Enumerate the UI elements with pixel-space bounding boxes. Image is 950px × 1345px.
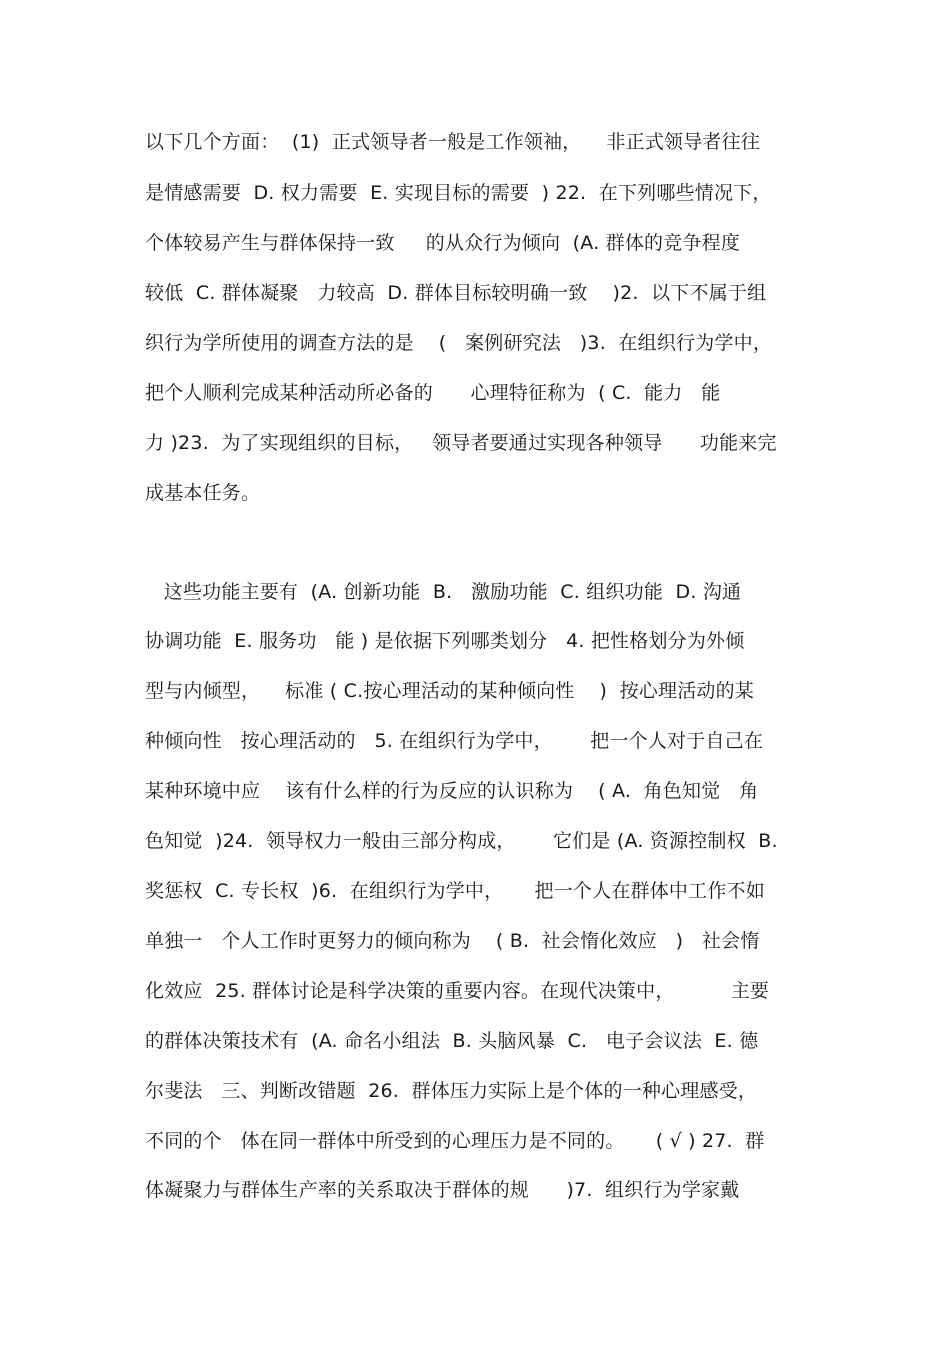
text-line: 是情感需要 D. 权力需要 E. 实现目标的需要 ) 22. 在下列哪些情况下， (145, 182, 772, 204)
text-line: 织行为学所使用的调查方法的是 ( 案例研究法 )3. 在组织行为学中， (145, 332, 773, 354)
text-line: 这些功能主要有 (A. 创新功能 B. 激励功能 C. 组织功能 D. 沟通 (145, 581, 742, 603)
text-line: 单独一 个人工作时更努力的倾向称为 ( B. 社会惰化效应 ) 社会惰 (145, 930, 760, 952)
text-line: 化效应 25. 群体讨论是科学决策的重要内容。在现代决策中， 主要 (145, 980, 770, 1002)
text-line: 的群体决策技术有 (A. 命名小组法 B. 头脑风暴 C. 电子会议法 E. 德 (145, 1030, 759, 1052)
text-line: 力 )23. 为了实现组织的目标， 领导者要通过实现各种领导 功能来完 (145, 432, 777, 454)
text-line: 奖惩权 C. 专长权 )6. 在组织行为学中， 把一个人在群体中工作不如 (145, 880, 765, 902)
text-line: 以下几个方面： (1) 正式领导者一般是工作领袖， 非正式领导者往往 (145, 131, 761, 153)
text-line: 成基本任务。 (145, 482, 261, 504)
text-line: 不同的个 体在同一群体中所受到的心理压力是不同的。 ( √ ) 27. 群 (145, 1130, 765, 1152)
text-line: 型与内倾型， 标准 ( C.按心理活动的某种倾向性 ) 按心理活动的某 (145, 680, 755, 702)
text-line: 把个人顺利完成某种活动所必备的 心理特征称为 ( C. 能力 能 (145, 382, 721, 404)
text-line: 尔斐法 三、判断改错题 26. 群体压力实际上是个体的一种心理感受， (145, 1080, 758, 1102)
text-line: 种倾向性 按心理活动的 5. 在组织行为学中， 把一个人对于自己在 (145, 730, 764, 752)
text-line: 体凝聚力与群体生产率的关系取决于群体的规 )7. 组织行为学家戴 (145, 1179, 740, 1201)
text-line: 某种环境中应 该有什么样的行为反应的认识称为 ( A. 角色知觉 角 (145, 780, 759, 802)
text-line: 较低 C. 群体凝聚 力较高 D. 群体目标较明确一致 )2. 以下不属于组 (145, 282, 767, 304)
text-line: 个体较易产生与群体保持一致 的从众行为倾向 (A. 群体的竞争程度 (145, 232, 741, 254)
text-line: 色知觉 )24. 领导权力一般由三部分构成， 它们是 (A. 资源控制权 B. (145, 830, 778, 852)
text-line: 协调功能 E. 服务功 能 ) 是依据下列哪类划分 4. 把性格划分为外倾 (145, 630, 745, 652)
